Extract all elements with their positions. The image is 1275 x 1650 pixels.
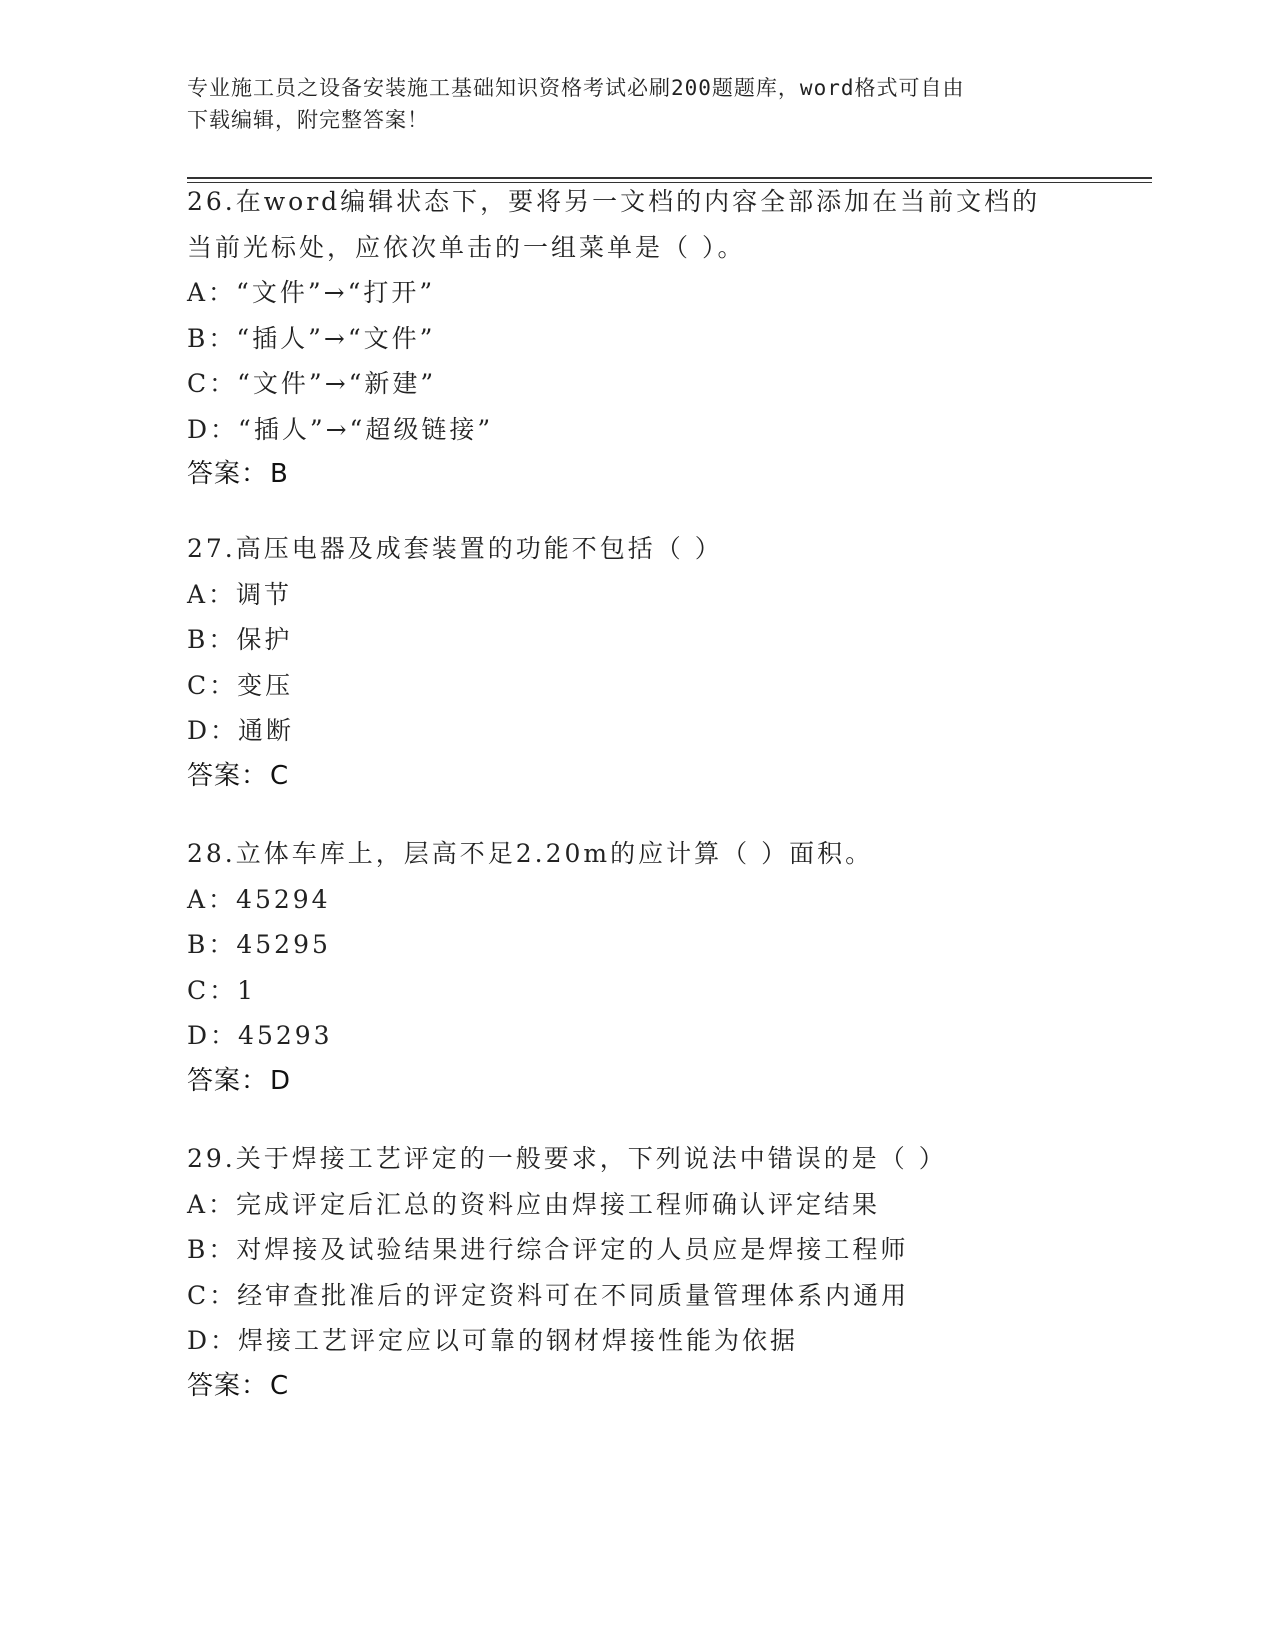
- answer-line: [187, 1059, 1087, 1105]
- header-line-1: 专业施工员之设备安装施工基础知识资格考试必刷200题题库，word格式可自由: [187, 76, 965, 100]
- answer-label: 答案：: [187, 1370, 269, 1401]
- option-b: B：保护: [187, 625, 293, 654]
- answer-line: [187, 1364, 1087, 1410]
- answer-label: 答案：: [187, 459, 269, 489]
- option-d: D：“插人”→“超级链接”: [187, 414, 494, 444]
- question-stem: 29.关于焊接工艺评定的一般要求，下列说法中错误的是（ ）: [187, 1144, 947, 1173]
- question-stem: 27.高压电器及成套装置的功能不包括（ ）: [187, 534, 723, 563]
- option-d: D：通断: [187, 716, 295, 745]
- header-line-2: 下载编辑，附完整答案！: [187, 108, 429, 132]
- option-d: D：45293: [187, 1021, 333, 1050]
- document-header: [187, 72, 1067, 136]
- question-28: [187, 831, 1087, 1104]
- answer-label: 答案：: [187, 760, 269, 791]
- answer-value: C: [270, 760, 290, 791]
- option-b: B：45295: [187, 930, 331, 959]
- answer-value: B: [270, 459, 289, 489]
- option-b: B：对焊接及试验结果进行综合评定的人员应是焊接工程师: [187, 1235, 909, 1264]
- answer-line: [187, 754, 1087, 800]
- option-a: A：“文件”→“打开”: [187, 278, 436, 307]
- option-b: B：“插人”→“文件”: [187, 323, 436, 353]
- option-c: C：变压: [187, 670, 294, 700]
- option-d: D：焊接工艺评定应以可靠的钢材焊接性能为依据: [187, 1326, 799, 1355]
- answer-line: [187, 452, 1087, 498]
- answer-label: 答案：: [187, 1065, 269, 1096]
- question-29: [187, 1136, 1087, 1409]
- option-a: A：完成评定后汇总的资料应由焊接工程师确认评定结果: [187, 1189, 881, 1219]
- question-stem: 26.在word编辑状态下，要将另一文档的内容全部添加在当前文档的当前光标处，应依次单击的一组菜单是（ ）。: [187, 187, 1041, 262]
- option-a: A：45294: [187, 884, 331, 914]
- question-27: [187, 526, 1087, 799]
- question-stem: 28.立体车库上，层高不足2.20m的应计算（ ）面积。: [187, 839, 874, 868]
- option-c: C：“文件”→“新建”: [187, 369, 437, 398]
- option-c: C：经审查批准后的评定资料可在不同质量管理体系内通用: [187, 1280, 910, 1310]
- option-c: C：1: [187, 975, 257, 1005]
- answer-value: D: [270, 1065, 292, 1096]
- answer-value: C: [270, 1370, 290, 1401]
- option-a: A：调节: [187, 579, 293, 609]
- question-26: [187, 179, 1087, 498]
